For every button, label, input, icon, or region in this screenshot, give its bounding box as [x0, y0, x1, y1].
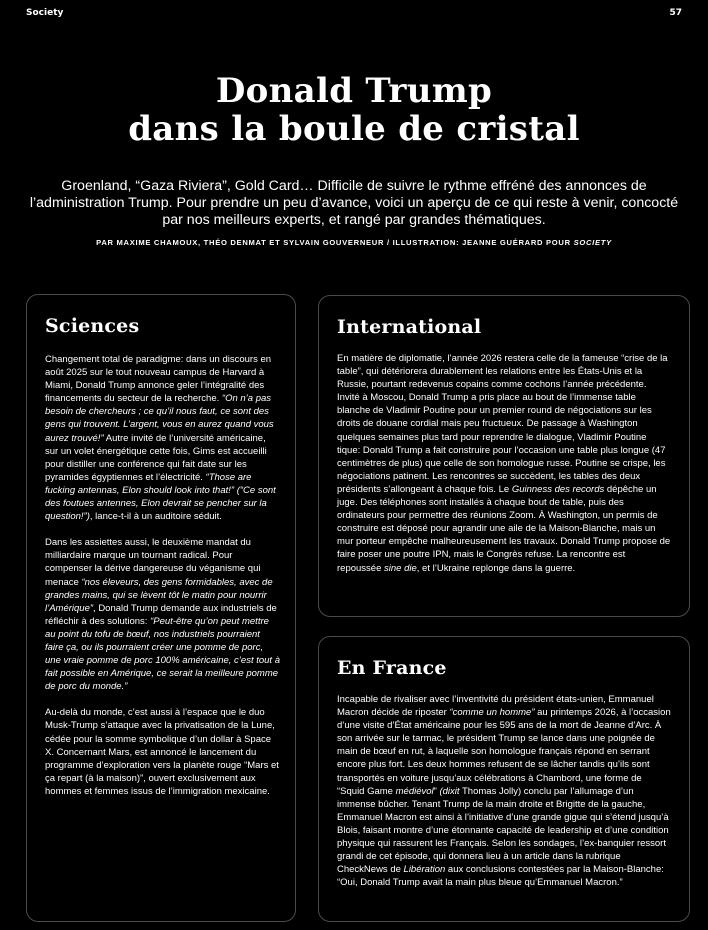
sciences-paragraph-3: Au-delà du monde, c’est aussi à l’espace que le duo Musk-Trump s’attaque avec la privatisation de la Lune, cédée pour la somme symbolique d’un dollar à Space X. Concernant Mars, est annoncé le lancement du programme d’exploration vers la planète rouge “Mars et ça repart (à la maison)”, ouvert exclusivement aux hommes et femmes issus de l’immigration mexicaine. — [45, 707, 279, 797]
quote-run: “Peut-être qu’on peut mettre au point du tofu de bœuf, nos industriels pourraient faire ça, ou ils pourraient créer une pomme de porc, une vraie pomme de porc 100% américaine, c’est tout à fait possible en Amérique, ce serait la meilleure pomme de porc du monde.” — [45, 615, 280, 693]
text-run: En matière de diplomatie, l’année 2026 restera celle de la fameuse “crise de la table”, qui détériorera durablement les relations entre les États-Unis et la Russie, pourtant redevenus copains comme cochons l’année précédente. Invité à Moscou, Donald Trump a pris place au bout de l’immense table blanche de Vladimir Poutine pour un premier round de négociations sur les droits de douane cordial mais peu fructueux. De passage à Washington quelques semaines plus tard pour reprendre le dialogue, Vladimir Poutine tique: Donald Trump a fait construire pour l’occasion une table plus longue (47 centimètres de plus) que celle de son homologue russe. Poutine se crispe, les négociations patinent. Les rencontres se succèdent, les tables des deux présidents s’allongeant à chaque fois. Le — [337, 353, 668, 495]
quote-run: “Those are fucking antennas, Elon should look into that!” (“Ce sont des foutues antennes, Elon devrait se pencher sur la question!”) — [45, 471, 276, 523]
text-run: Autre invité de l’université américaine, sur un volet énergétique cette fois, Gims est accueilli pour distiller une conférence qui fait date sur les pyramides égyptiennes et l’électricité. — [45, 432, 267, 483]
text-run: Dans les assiettes aussi, le deuxième mandat du milliardaire marque un tournant radical. Pour compenser la dérive dangereuse du véganisme qui menace — [45, 537, 261, 588]
text-run: Incapable de rivaliser avec l’inventivité du président états-unien, Emmanuel Macron décide de riposter — [337, 694, 654, 719]
text-run: au printemps 2026, à l’occasion d’une visite d’État américaine pour les 595 ans de la mort de Jeanne d’Arc. À son arrivée sur le tarmac, le président Trump se lance dans une poignée de main de bœuf en rut, à laquelle son homologue français répond en serrant encore plus fort. Les deux hommes refusent de se lâcher tandis qu’ils sont transportés en voiture jusqu’aux célébrations à Chambord, une forme de “Squid Game — [337, 707, 671, 797]
text-run: , lance-t-il à un auditoire séduit. — [89, 511, 222, 523]
italic-run: “comme un homme” — [449, 707, 535, 719]
quote-run: “On n’a pas besoin de chercheurs ; ce qu’il nous faut, ce sont des gens qui trouvent. L’argent, vous en aurez quand vous aurez trouvé!” — [45, 393, 274, 444]
international-body — [337, 352, 671, 575]
text-run: Thomas Jolly) conclu par l’allumage d’un immense bûcher. Tenant Trump de la main droite et Brigitte de la gauche, Emmanuel Macron est ainsi à l’initiative d’une grande gigue qui s’étend jusqu’à Blois, faisant montre d’une étonnante capacité de leadership et d’une condition physique qui rassurent les Français. Selon les sondages, l’ex-banquier ressort grandi de cet épisode, qui donnera lieu à un article dans la rubrique CheckNews de — [337, 785, 669, 876]
byline — [0, 238, 708, 247]
france-heading: En France — [337, 657, 447, 679]
international-paragraph — [337, 352, 671, 575]
headline-line-2: dans la boule de cristal — [128, 109, 580, 149]
text-run: Changement total de paradigme: dans un discours en août 2025 sur le tout nouveau campus de Harvard à Miami, Donald Trump annonce geler l’intégralité des financements du secteur de la recherche. — [45, 354, 272, 405]
sciences-heading: Sciences — [45, 315, 140, 337]
italic-run: (dixit — [439, 785, 460, 797]
sciences-body — [45, 353, 281, 798]
standfirst: Groenland, “Gaza Riviera”, Gold Card… Difficile de suivre le rythme effréné des annonces de l’administration Trump. Pour prendre un peu d’avance, voici un aperçu de ce qui reste à venir, concocté par nos meilleurs experts, et rangé par grandes thématiques. — [29, 178, 679, 228]
page-number: 57 — [669, 8, 682, 18]
quote-run: “nos éleveurs, des gens formidables, avec de grandes mains, qui se lèvent tôt le matin pour nourrir l’Amérique” — [45, 576, 273, 614]
sciences-paragraph-2 — [45, 536, 281, 693]
page-header — [26, 8, 682, 22]
headline — [0, 72, 708, 148]
international-box — [318, 295, 690, 617]
byline-text: PAR MAXIME CHAMOUX, THÉO DENMAT ET SYLVAIN GOUVERNEUR / ILLUSTRATION: JEANNE GUÉRARD POUR — [96, 238, 574, 247]
text-run: ” — [433, 785, 440, 797]
section-label: Society — [26, 8, 64, 18]
byline-publication: SOCIETY — [573, 238, 612, 247]
international-heading: International — [337, 316, 482, 338]
sciences-paragraph-1 — [45, 353, 281, 523]
france-body — [337, 693, 671, 889]
italic-run: sine die — [384, 562, 417, 574]
text-run: dépêche un juge. Des téléphones sont installés à chaque bout de table, puis des ordinateurs pour permettre des réunions Zoom. À Washington, un permis de construire est déposé pour agrandir une aile de la Maison-Blanche, mais un mur porteur empêche malheureusement les travaux. Donald Trump propose de faire poser une poutre IPN, mais le Congrès refuse. La rencontre est repoussée — [337, 483, 671, 574]
headline-line-1: Donald Trump — [215, 71, 493, 111]
france-paragraph — [337, 693, 671, 889]
italic-run: médiévol — [395, 785, 434, 797]
italic-run: Libération — [403, 864, 446, 876]
italic-run: Guinness des records — [511, 483, 605, 495]
text-run: aux conclusions contestées par la Maison-Blanche: “Oui, Donald Trump avait la main plus bleue qu’Emmanuel Macron.” — [337, 864, 664, 889]
text-run: , Donald Trump demande aux industriels de réfléchir à des solutions: — [45, 602, 277, 627]
text-run: , et l’Ukraine replonge dans la guerre. — [416, 562, 576, 574]
sciences-box — [26, 294, 296, 922]
france-box — [318, 636, 690, 922]
